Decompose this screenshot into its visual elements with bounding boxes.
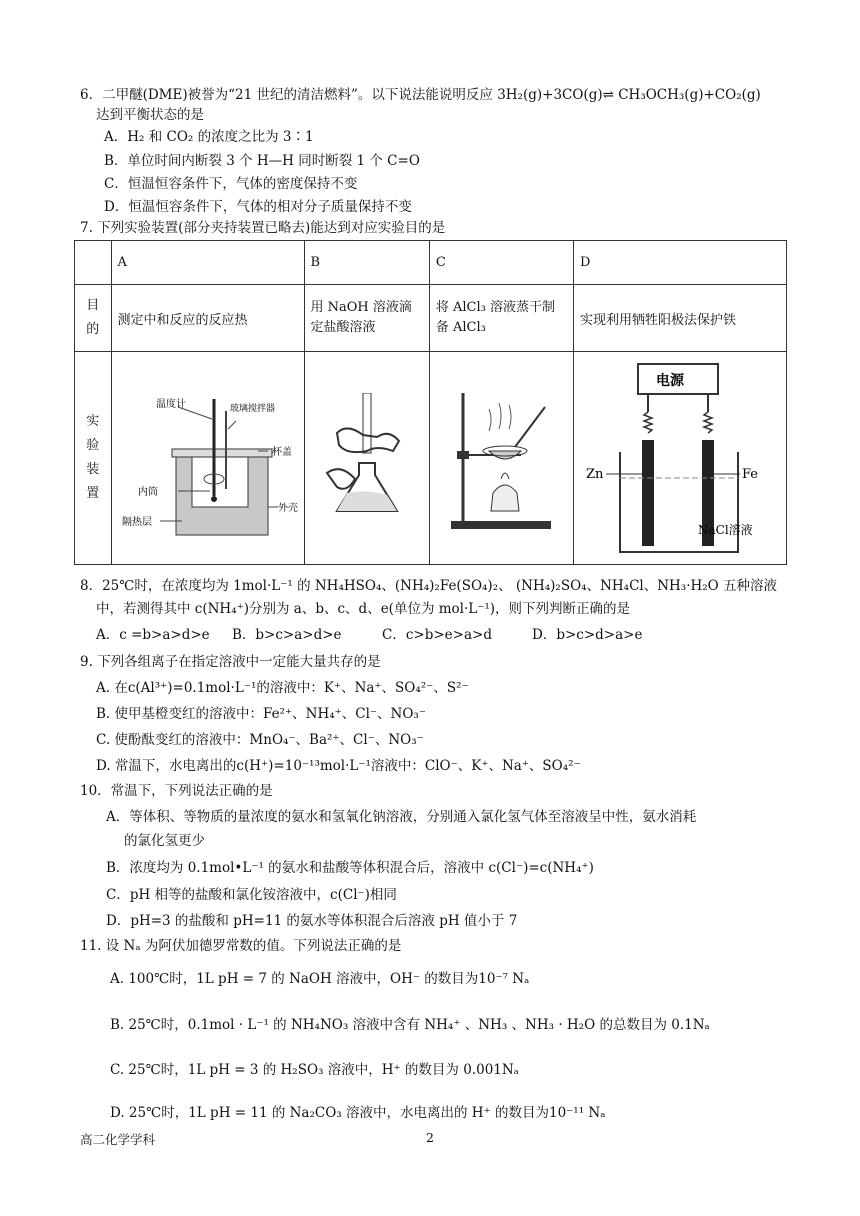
q11-stem: 11. 设 Nₐ 为阿伏加德罗常数的值。下列说法正确的是 <box>80 938 402 954</box>
q10-stem: 10．常温下，下列说法正确的是 <box>80 783 273 799</box>
apparatus-d <box>574 352 787 565</box>
col-a-header: A <box>111 241 304 285</box>
q8-stem-cont: 中，若测得其中 c(NH₄⁺)分别为 a、b、c、d、e(单位为 mol·L⁻¹)，则下列判断正确的是 <box>96 601 631 617</box>
label-stirrer: 玻璃搅拌器 <box>229 403 275 414</box>
electrolysis-figure <box>580 356 780 561</box>
label-lid: 杯盖 <box>271 446 292 458</box>
apparatus-c <box>429 352 573 565</box>
q6-option-c: C．恒温恒容条件下，气体的密度保持不变 <box>104 176 358 192</box>
q8-option-c: C．c>b>e>a>d <box>382 627 492 643</box>
table-goal-row <box>75 285 787 352</box>
goal-row-label: 目的 <box>75 285 112 352</box>
q9-stem: 9. 下列各组离子在指定溶液中一定能大量共存的是 <box>80 654 381 670</box>
goal-d: 实现利用牺牲阳极法保护铁 <box>574 285 787 352</box>
goal-a: 测定中和反应的反应热 <box>111 285 304 352</box>
col-b-header: B <box>304 241 429 285</box>
label-inner: 内筒 <box>137 486 158 498</box>
q10-option-a-cont: 的氯化氢更少 <box>124 833 205 849</box>
q10-option-d: D．pH=3 的盐酸和 pH=11 的氨水等体积混合后溶液 pH 值小于 7 <box>106 913 518 929</box>
label-fe: Fe <box>742 466 759 482</box>
q11-option-c: C. 25℃时，1L pH = 3 的 H₂SO₃ 溶液中，H⁺ 的数目为 0.001Nₐ <box>110 1062 519 1078</box>
q8-option-d: D．b>c>d>a>e <box>532 627 643 643</box>
goal-b: 用 NaOH 溶液滴定盐酸溶液 <box>304 285 429 352</box>
q6-option-a: A．H₂ 和 CO₂ 的浓度之比为 3∶1 <box>104 129 314 145</box>
page-number: 2 <box>426 1130 434 1145</box>
q6-option-d: D．恒温恒容条件下，气体的相对分子质量保持不变 <box>104 199 412 215</box>
experiment-table <box>74 240 787 565</box>
label-outer: 外壳 <box>277 502 298 514</box>
q10-option-c: C．pH 相等的盐酸和氯化铵溶液中，c(Cl⁻)相同 <box>106 887 397 903</box>
q6-stem-cont: 达到平衡状态的是 <box>96 107 204 123</box>
apparatus-a <box>111 352 304 565</box>
q11-option-a: A. 100℃时，1L pH = 7 的 NaOH 溶液中，OH⁻ 的数目为10⁻⁷ Nₐ <box>110 971 530 987</box>
goal-c: 将 AlCl₃ 溶液蒸干制备 AlCl₃ <box>429 285 573 352</box>
q10-option-a: A．等体积、等物质的量浓度的氨水和氢氧化钠溶液，分别通入氯化氢气体至溶液呈中性，氨水消耗 <box>106 809 697 825</box>
q6-option-b: B．单位时间内断裂 3 个 H—H 同时断裂 1 个 C=O <box>104 153 420 169</box>
label-insulation: 隔热层 <box>121 516 152 528</box>
apparatus-b <box>304 352 429 565</box>
label-power-source: 电源 <box>656 372 684 389</box>
q6-stem: 6．二甲醚(DME)被誉为“21 世纪的清洁燃料”。以下说法能说明反应 3H₂(g)+3CO(g)⇌ CH₃OCH₃(g)+CO₂(g) <box>80 87 761 103</box>
q8-option-b: B．b>c>a>d>e <box>232 627 342 643</box>
q10-option-b: B．浓度均为 0.1mol•L⁻¹ 的氨水和盐酸等体积混合后，溶液中 c(Cl⁻)=c(NH₄⁺) <box>106 860 594 876</box>
q8-stem: 8．25℃时，在浓度均为 1mol·L⁻¹ 的 NH₄HSO₄、(NH₄)₂Fe(SO₄)₂、 (NH₄)₂SO₄、NH₄Cl、NH₃·H₂O 五种溶液 <box>80 578 778 594</box>
q9-option-d: D. 常温下，水电离出的c(H⁺)=10⁻¹³mol·L⁻¹溶液中：ClO⁻、K⁺、Na⁺、SO₄²⁻ <box>96 758 581 774</box>
label-zn: Zn <box>586 466 604 482</box>
q9-option-b: B. 使甲基橙变红的溶液中：Fe²⁺、NH₄⁺、Cl⁻、NO₃⁻ <box>96 706 426 722</box>
q9-option-c: C. 使酚酞变红的溶液中：MnO₄⁻、Ba²⁺、Cl⁻、NO₃⁻ <box>96 732 424 748</box>
titration-figure <box>317 393 417 523</box>
evaporation-figure <box>441 383 561 533</box>
q9-option-a: A. 在c(Al³⁺)=0.1mol·L⁻¹的溶液中：K⁺、Na⁺、SO₄²⁻、S²⁻ <box>96 680 469 696</box>
label-thermometer: 温度计 <box>155 398 186 410</box>
q11-option-d: D. 25℃时，1L pH = 11 的 Na₂CO₃ 溶液中，水电离出的 H⁺ 的数目为10⁻¹¹ Nₐ <box>110 1105 606 1121</box>
q8-option-a: A．c =b>a>d>e <box>96 627 210 643</box>
col-d-header: D <box>574 241 787 285</box>
apparatus-row-label: 实验装置 <box>75 352 112 565</box>
table-apparatus-row <box>75 352 787 565</box>
footer-subject: 高二化学学科 <box>80 1132 156 1147</box>
calorimeter-figure <box>118 371 298 546</box>
q7-stem: 7. 下列实验装置(部分夹持装置已略去)能达到对应实验目的是 <box>80 220 446 236</box>
table-header-row <box>75 241 787 285</box>
col-c-header: C <box>429 241 573 285</box>
q11-option-b: B. 25℃时，0.1mol · L⁻¹ 的 NH₄NO₃ 溶液中含有 NH₄⁺ 、NH₃ 、NH₃ · H₂O 的总数目为 0.1Nₐ <box>110 1017 710 1033</box>
label-nacl-solution: NaCl溶液 <box>698 522 753 537</box>
